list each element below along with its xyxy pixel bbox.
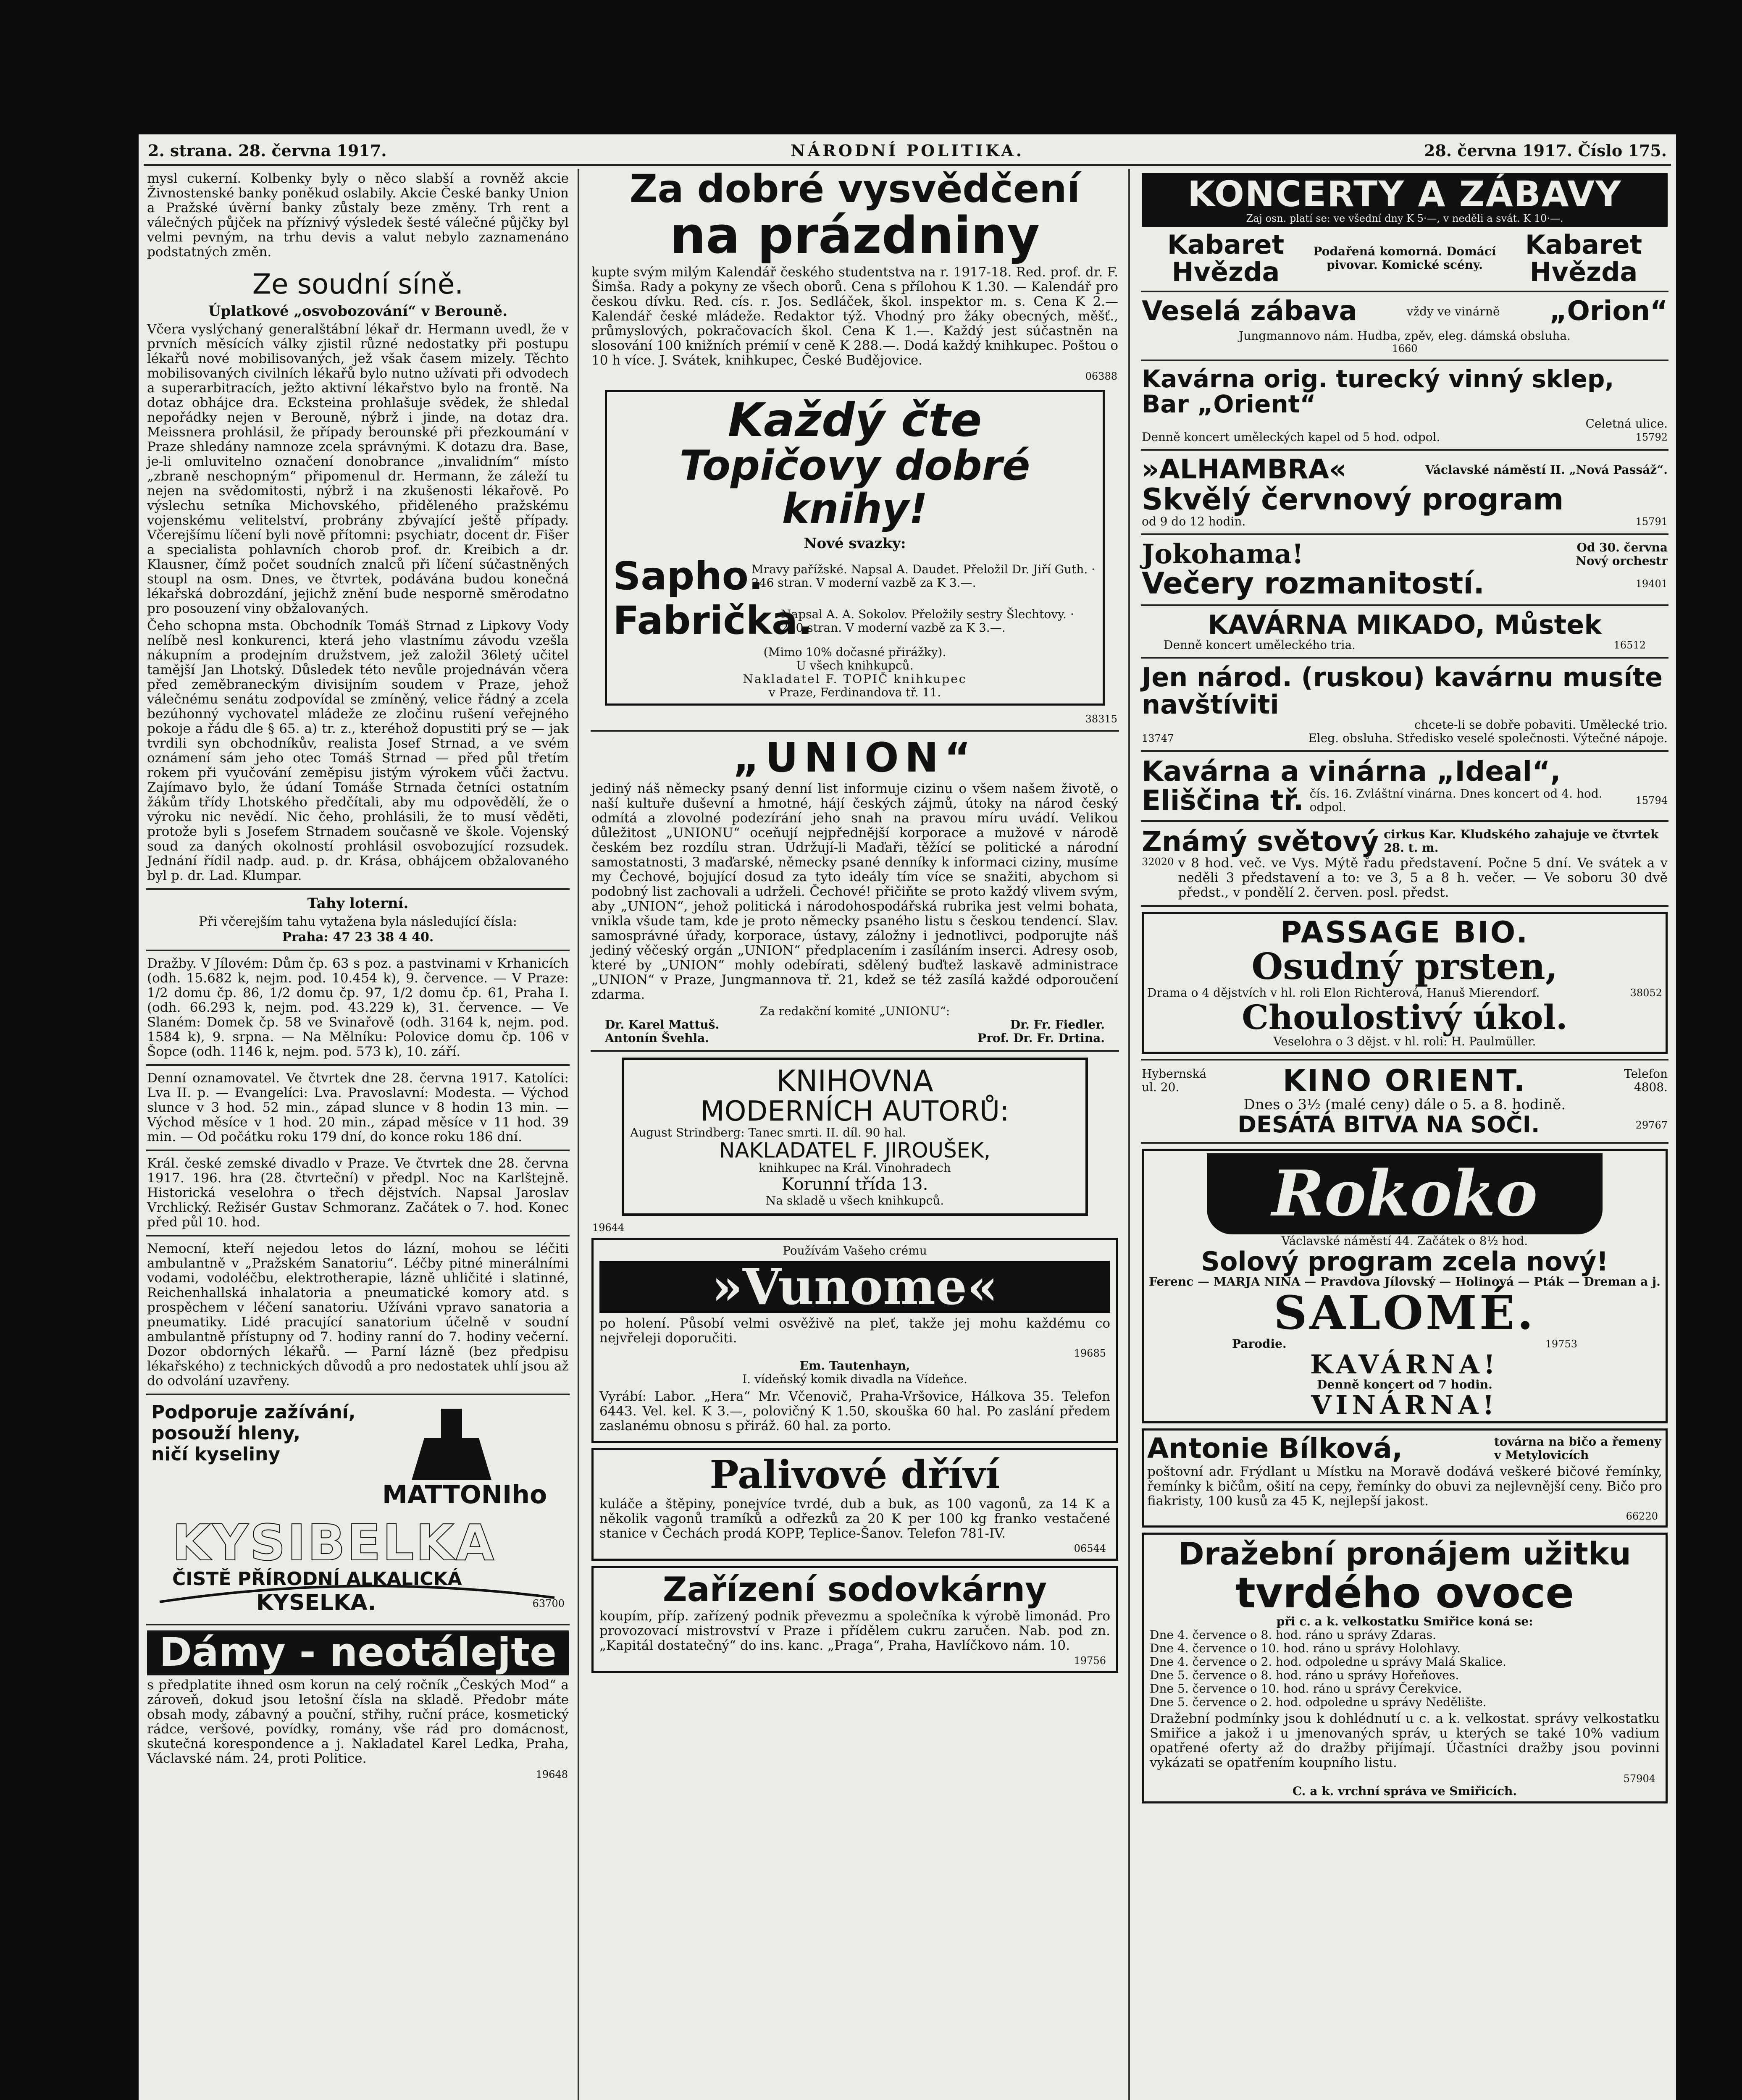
choulostivy-ukol-title: Choulostivý úkol. <box>1242 997 1568 1037</box>
court-article-body: Včera vyslýchaný generalštábní lékař dr. Hermann uvedl, že v prvních měsících války zjistil různé nedostatky při postupu lékařů nové mobilisovaných, jež však časem mizely. Těchto mobilisovaných civilních lékařů bylo nutno užívati při odvodech a superarbitracích, ježto aktivní lékařstvo bylo na frontě. Na dotaz obhájce dra. Ecksteina prohlašuje svědek, že shledal nepořádky nejen v Berouně, nýbrž i jinde, na dotaz dra. Meissnera prohlásil, že případy berounské při přezkoumání v Praze shledány namnoze zcela správnými. K dotazu dra. Base, je-li omluvitelno označení donobrance „invalidním“ místo „zbraně neschopným“ připomenul dr. Hermann, že záleží tu nejen na svědomitosti, nýbrž i na zkušenosti lékařově. Po výslechu setníka Michovského, přiděleného pražskému vojenskému velitelství, probrány zbývající ještě případy. Včerejšímu líčení byli nově přítomni: psychiatr, docent dr. Fišer a specialista pohlavních chorob prof. dr. Kreibich a dr. Klausner, čímž počet soudních znalců při líčení súčastněných stoupl na osm. Dnes, ve čtvrtek, podávána budou konečná lékařská dobrozdání, jejichž znění bude nesporně směrodatno pro posouzení viny obžalovaných. <box>147 322 569 616</box>
sodovkarna-body: koupím, příp. zařízený podnik převezmu a společníka k výrobě limonád. Pro provozovací mistrovství v Praze i přídělem cukru zaručen. Nab. pod zn. „Kapitál dostatečný“ do ins. kanc. „Praga“, Praha, Havlíčkovo nám. 10. <box>599 1608 1110 1653</box>
koncerty-pricing-note: Zaj osn. platí se: ve všední dny K 5·—, v neděli a svát. K 10·—. <box>1246 213 1563 225</box>
rokoko-logo: Rokoko <box>1272 1156 1538 1231</box>
kino-orient-phone: Telefon 4808. <box>1624 1067 1668 1095</box>
column-news <box>144 169 572 2100</box>
jokohama-program: Večery rozmanitostí. <box>1142 566 1485 601</box>
daily-almanac: Denní oznamovatel. Ve čtvrtek dne 28. června 1917. Katolíci: Lva II. p. — Evangelíci: Lva. Pravoslavní: Modesta. — Východ slunce v 3 hod. 52 min., západ slunce v 8 hodin 13 min. — Východ měsíce v 1 hod. 20 min., západ měsíce v 11 hod. 39 min. — Od počátku roku 179 dní, do konce roku 186 dní. <box>147 1071 569 1144</box>
orion-venue-note: vždy ve vinárně <box>1406 304 1500 318</box>
drivi-headline: Palivové dříví <box>709 1452 1000 1498</box>
column-adverts-middle <box>588 169 1122 2100</box>
topic-headline-2: Topičovy dobré knihy! <box>679 442 1030 533</box>
ad-code: 1660 <box>1392 342 1418 354</box>
divider <box>146 1624 570 1625</box>
divider <box>1141 750 1668 752</box>
drazba-signature: C. a k. vrchní správa ve Smiřicích. <box>1292 1784 1517 1798</box>
auctions-notice: Dražby. V Jílovém: Dům čp. 63 s poz. a pastvinami v Krhanicích (odh. 15.682 k, nejm. pod. 10.454 k), 9. července. — V Praze: 1/2 domu čp. 86, 1/2 domu čp. 97, 1/2 domu čp. 61, Praha I. (odh. 66.293 k, nejm. pod. 43.229 k), 31. července. — Ve Slaném: Domek čp. 58 ve Svinařově (odh. 3164 k, nejm. pod. 1584 k), 9. srpna. — Na Mělníku: Polovice domu čp. 106 v Šopce (odh. 1146 k, nejm. pod. 573 k), 10. září. <box>147 956 569 1059</box>
union-body: jediný náš německy psaný denní list informuje cizinu o všem našem životě, o naší kultuře duševní a hmotné, hájí českých zájmů, útoky na národ český odmítá a zlovolné podezírání jeho snah na pravou míru uvádí. Velikou důležitost „UNIONU“ oceňují nejpřednější korporace a mužové v národě českém bez rozdílu stran. Udržují-li Maďaři, těžící se politické a národní samostatnosti, 3 maďarské, německy psané denníky k informaci ciziny, musíme my Čechové, bojující dosud za tyto ideály tím více se snažiti, abychom si podobný list zachovali a udrželi. Čechové! přičiňte se proto každý vlivem svým, aby „UNION“, jehož politická i národohospodářská rubrika jest velmi bohata, vnikla všude tam, kde je proto německy psaného listu s českou tendencí. Slav. samosprávné úřady, korporace, ústavy, záložny i jednotlivci, podporujte náš jediný věčeský orgán „UNION“ předplacením i zasíláním inserci. Adresy osob, které by „UNION“ mohly odebírati, sdělený buďtež laskavě administrace „UNION“ v Praze, Jungmannova tř. 21, kdež se též zasílá každé odporoučení zdarma. <box>591 781 1118 1002</box>
vunome-intro: Používám Vašeho crému <box>783 1244 927 1258</box>
ad-code: 06388 <box>1085 370 1117 382</box>
alhambra-hours: od 9 do 12 hodin. <box>1142 514 1246 529</box>
cirkus-subtitle: cirkus Kar. Kludského zahajuje ve čtvrtek 28. t. m. <box>1384 827 1659 855</box>
kino-orient-feature: DESÁTÁ BITVA NA SOČI. <box>1238 1111 1540 1138</box>
union-signatory: Prof. Dr. Fr. Drtina. <box>977 1031 1105 1045</box>
ideal-street: Eliščina tř. <box>1142 784 1304 817</box>
kabaret-program: Podařená komorná. Domácí pivovar. Komické scény. <box>1313 244 1496 272</box>
kabaret-hvezda-advert <box>1142 231 1668 286</box>
kavarna-orient-title: Kavárna orig. turecký vinný sklep, Bar „Orient“ <box>1142 364 1614 419</box>
drazba-date: Dne 5. července o 2. hod. odpoledne u správy Nedělište. <box>1150 1695 1487 1709</box>
ruska-kavarna-title: Jen národ. (ruskou) kavárnu musíte navštíviti <box>1142 662 1663 720</box>
divider <box>146 1064 570 1066</box>
ideal-title: Kavárna a vinárna „Ideal“, <box>1142 755 1561 788</box>
ad-code: 15792 <box>1635 431 1668 444</box>
drazba-date: Dne 4. července o 10. hod. ráno u správy Holohlavy. <box>1150 1641 1461 1656</box>
bilkova-advert <box>1142 1428 1668 1528</box>
divider <box>1141 820 1668 822</box>
drazba-date: Dne 4. července o 2. hod. odpoledne u správy Malá Skalice. <box>1150 1655 1506 1669</box>
ad-code: 19401 <box>1635 578 1668 590</box>
cirkus-title: Známý světový <box>1142 825 1379 858</box>
topic-address: v Praze, Ferdinandova tř. 11. <box>768 685 941 700</box>
union-title: „UNION“ <box>733 734 977 782</box>
jokohama-note: Od 30. června Nový orchestr <box>1576 540 1668 568</box>
drazba-subtitle: při c. a k. velkostatku Smiřice koná se: <box>1276 1614 1533 1629</box>
mikado-title: KAVÁRNA MIKADO, Můstek <box>1208 609 1602 640</box>
divider <box>591 1050 1119 1052</box>
theatre-notice: Král. české zemské divadlo v Praze. Ve čtvrtek dne 28. června 1917. 196. hra (28. čtvrteční) v předpl. Noc na Karlštejně. Historická veselohra o třech dějstvích. Napsal Jaroslav Vrchlický. Režisér Gustav Schmoranz. Začátek o 7. hod. Konec před půl 10. hod. <box>147 1156 569 1230</box>
ad-code: 19756 <box>1074 1654 1106 1667</box>
koncerty-title: KONCERTY A ZÁBAVY <box>1188 173 1622 215</box>
rokoko-cast: Ferenc — MARJA NINA — Pravdova Jílovský — Holinová — Pták — Dreman a j. <box>1149 1275 1661 1289</box>
mikado-details: Denně koncert uměleckého tria. <box>1164 638 1356 652</box>
union-signatory: Dr. Karel Mattuš. <box>605 1017 720 1032</box>
bilkova-name: Antonie Bílková, <box>1147 1432 1403 1465</box>
divider <box>591 730 1119 732</box>
kino-orient-times: Dnes o 3½ (malé ceny) dále o 5. a 8. hodině. <box>1243 1096 1566 1113</box>
damy-headline: Dámy - neotálejte <box>147 1630 569 1675</box>
lottery-numbers: Praha: 47 23 38 4 40. <box>282 930 434 945</box>
ad-code: 57904 <box>1623 1773 1655 1785</box>
orion-name: „Orion“ <box>1549 296 1668 327</box>
drivi-advert <box>591 1448 1118 1561</box>
bilkova-details: poštovní adr. Frýdlant u Místku na Moravě dodává veškeré bičové řemínky, řemínky k bičům, ošití na cepy, řemínky do obuvi za nejlevnější ceny. Bičo pro fiakristy, 100 kusů za 45 K, nejlepší jakost. <box>1147 1464 1662 1509</box>
mattoni-claim-1: Podporuje zažívání, <box>151 1402 356 1423</box>
alhambra-title: »ALHAMBRA« <box>1142 454 1347 486</box>
topic-surcharge-note: (Mimo 10% dočasné přirážky). <box>763 645 946 659</box>
knihovna-book: August Strindberg: Tanec smrti. II. díl. 90 hal. <box>630 1125 906 1139</box>
mattoni-claim-2: posouží hleny, <box>151 1423 301 1444</box>
rokoko-address: Václavské náměstí 44. Začátek o 8½ hod. <box>1281 1234 1528 1248</box>
ad-code: 19685 <box>1074 1347 1106 1360</box>
vunome-signature: Em. Tautenhayn, <box>799 1359 910 1373</box>
mattoni-brand: MATTONIho <box>382 1480 547 1509</box>
alhambra-program: Skvělý červnový program <box>1142 482 1564 517</box>
divider <box>1141 360 1668 361</box>
knihovna-advert <box>622 1058 1088 1216</box>
vysvedceni-headline-2: na prázdniny <box>670 206 1040 265</box>
divider <box>1141 533 1668 535</box>
topic-advert <box>605 390 1105 706</box>
ad-code: 06544 <box>1074 1542 1106 1554</box>
divider <box>146 1235 570 1236</box>
ad-code: 66220 <box>1626 1510 1658 1522</box>
ad-code: 16512 <box>1613 639 1646 651</box>
rokoko-logo-panel <box>1207 1153 1603 1235</box>
ruska-kavarna-details: Eleg. obsluha. Středisko veselé společnosti. Výtečné nápoje. <box>1308 731 1668 745</box>
mattoni-product: KYSIBELKA <box>172 1514 496 1572</box>
mattoni-advert <box>147 1400 569 1619</box>
topic-sellers: U všech knihkupců. <box>796 659 914 673</box>
salome-subtitle: Parodie. <box>1232 1336 1287 1351</box>
divider <box>1141 1059 1668 1060</box>
divider <box>1141 604 1668 606</box>
passage-bio-title: PASSAGE BIO. <box>1280 915 1529 950</box>
vunome-manufacturer: Vyrábí: Labor. „Hera“ Mr. Včenovič, Praha-Vršovice, Hálkova 35. Telefon 6443. Vel. kel. K 3.—, polovičný K 1.50, skouška 60 hal. Po zaslání předem zaslanému obnosu s přiráž. 60 hal. za porto. <box>599 1389 1110 1434</box>
header-right: 28. června 1917. Číslo 175. <box>1424 141 1667 160</box>
passage-bio-advert <box>1142 912 1668 1054</box>
sapho-title: Sapho. <box>613 553 763 598</box>
orion-title-left: Veselá zábava <box>1142 296 1357 327</box>
divider <box>146 888 570 890</box>
drazba-advert <box>1142 1533 1668 1803</box>
drazba-headline-2: tvrdého ovoce <box>1235 1568 1574 1618</box>
ad-code: 38315 <box>1085 713 1117 725</box>
knihovna-title-2: MODERNÍCH AUTORŮ: <box>700 1095 1009 1128</box>
kavarna-orient-details: Denně koncert uměleckých kapel od 5 hod. odpol. <box>1142 430 1440 444</box>
kino-orient-title: KINO ORIENT. <box>1282 1063 1527 1098</box>
ad-code: 19644 <box>592 1222 625 1234</box>
rokoko-vinarna-title: VINÁRNA! <box>1311 1390 1498 1421</box>
bilkova-factory: továrna na bičo a řemeny v Metylovicích <box>1494 1434 1661 1462</box>
divider <box>146 1394 570 1395</box>
drazba-date: Dne 4. července o 8. hod. ráno u správy Zdaras. <box>1150 1628 1436 1642</box>
drazba-conditions: Dražební podmínky jsou k dohlédnutí u c. a k. velkostat. správy velkostatku Smiřice a jakož i u jmenovaných správ, u kterých se také 10% vadium opatřené oferty až do dražby přijímají. Účastníci dražby jsou povinni vykázati se opatřením koupního listu. <box>1150 1711 1660 1771</box>
vunome-signature-role: I. vídeňský komik divadla na Vídeňce. <box>742 1372 967 1386</box>
sodovkarna-headline: Zařízení sodovkárny <box>662 1570 1047 1609</box>
drazba-headline: Dražební pronájem užitku <box>1178 1536 1631 1572</box>
ad-code: 19753 <box>1545 1338 1577 1350</box>
jokohama-title: Jokohama! <box>1142 538 1304 570</box>
vunome-testimonial: po holení. Působí velmi osvěživě na pleť, takže jej mohu každému co nejvřeleji doporučiti. <box>599 1316 1110 1346</box>
rokoko-advert <box>1142 1149 1668 1423</box>
orion-advert <box>1142 297 1668 326</box>
running-header <box>144 137 1671 166</box>
ad-code: 13747 <box>1142 732 1174 744</box>
alhambra-address: Václavské náměstí II. „Nová Passáž“. <box>1425 462 1668 477</box>
ad-code: 15791 <box>1635 516 1668 528</box>
knihovna-stock-note: Na skladě u všech knihkupců. <box>765 1194 944 1208</box>
salome-title: SALOMÉ. <box>1274 1286 1536 1340</box>
rokoko-kavarna-title: KAVÁRNA! <box>1310 1349 1499 1380</box>
divider <box>1141 905 1668 907</box>
union-committee: Za redakční komité „UNIONU“: <box>759 1004 950 1018</box>
topic-new-volumes: Nové svazky: <box>804 535 906 552</box>
drazba-date: Dne 5. července o 8. hod. ráno u správy Hořeňoves. <box>1150 1668 1459 1683</box>
ruska-kavarna-note: chcete-li se dobře pobaviti. Umělecké trio. <box>1414 718 1668 732</box>
finance-paragraph: mysl cukerní. Kolbenky byly o něco slabší a rovněž akcie Živnostenské banky poněkud oslabily. Akcie České banky Union a Pražské úvěrní banky zůstaly beze změny. Trh rent a válečných půjček na příznivý výsledek šesté válečné půjčky byl velmi pevným, na trhu devis a valut nebylo zaznamenáno podstatných změn. <box>147 171 569 260</box>
ad-code: 15794 <box>1635 794 1668 806</box>
sanatorium-notice: Nemocní, kteří nejedou letos do lázní, mohou se léčiti ambulantně v „Pražském Sanatoriu“. Léčby pitné minerálními vodami, vodoléčbu, elektrotherapie, lázně uhličité i slatinné, Reichenhallská inhalatoria a pneumatické komory atd. s prospěchem v léčení sanatoriu. Užíváni vpravo sanatoria a pneumatiky. Lidé pracující sanatorium účelně v soudní ambulantně přístupny od 7. hodiny ranní do 7. hodiny večerní. Dozor obdorných lékařů. — Parní lázně (bez předpisu lékařského) z technických důvodů a pro nedostatek uhlí jsou až do odvolání uzavřeny. <box>147 1241 569 1389</box>
ad-code: 32020 <box>1142 856 1174 868</box>
knihovna-address: Korunní třída 13. <box>781 1175 928 1194</box>
mattoni-tagline: KYSELKA. <box>256 1590 376 1615</box>
osudny-prsten-title: Osudný prsten, <box>1251 945 1558 988</box>
vysvedceni-body: kupte svým milým Kalendář českého studentstva na r. 1917-18. Red. prof. dr. F. Šimša. Rady a pokyny ze všech oborů. Cena s přílohou K 1.30. — Kalendář pro českou dívku. Red. cís. r. Jos. Sedláček, škol. inspektor m. s. Cena K 2.— Kalendář české mládeže. Redaktor týž. Vhodný pro žáky obecných, měšť., průmyslových, pokračovacích škol. Cena K 1.—. Každý jest súčastněn na slosování 100 knižních prémií v ceně K 288.—. Dodá každý knihkupec. Poštou o 10 h více. J. Svátek, knihkupec, České Budějovice. <box>591 264 1118 368</box>
orion-details: Jungmannovo nám. Hudba, zpěv, eleg. dámská obsluha. <box>1238 328 1571 343</box>
column-rule <box>1128 169 1130 2100</box>
topic-publisher: Nakladatel F. TOPIČ knihkupec <box>743 672 967 686</box>
union-signatory: Antonín Švehla. <box>605 1031 709 1045</box>
topic-headline-1: Každý čte <box>728 393 982 447</box>
divider <box>1141 291 1668 292</box>
drazba-date: Dne 5. července o 10. hod. ráno u správy Čerekvice. <box>1150 1682 1462 1696</box>
ideal-details: čís. 16. Zvláštní vinárna. Dnes koncert od 4. hod. odpol. <box>1309 786 1603 814</box>
divider <box>1141 657 1668 659</box>
kabaret-title-right: Kabaret Hvězda <box>1525 229 1642 288</box>
drivi-body: kuláče a štěpiny, ponejvíce tvrdé, dub a buk, as 100 vagonů, za 14 K a několik vagonů tramíků a odřezků za 20 K per 100 kg franko vestačené stanice v Čechách prodá KOPP, Teplice-Šanov. Telefon 781-IV. <box>599 1496 1110 1541</box>
osudny-prsten-details: Drama o 4 dějstvích v hl. roli Elon Richterová, Hanuš Mierendorf. <box>1147 985 1540 1000</box>
ad-code: 29767 <box>1635 1119 1668 1131</box>
fabricka-title: Fabrička. <box>613 598 813 643</box>
knihovna-publisher: NAKLADATEL F. JIROUŠEK, <box>719 1138 991 1163</box>
knihovna-title-1: KNIHOVNA <box>776 1063 933 1098</box>
sapho-description: Mravy pařížské. Napsal A. Daudet. Přeložil Dr. Jiří Guth. · 246 stran. V moderní vazbě za K 3.—. <box>751 562 1096 590</box>
ad-code: 63700 <box>532 1598 565 1609</box>
column-entertainment <box>1138 169 1671 2100</box>
koncerty-banner <box>1142 173 1668 227</box>
divider <box>1141 449 1668 451</box>
newspaper-page <box>139 134 1676 2100</box>
sodovkarna-advert <box>591 1566 1118 1673</box>
knihovna-publisher-detail: knihkupec na Král. Vinohradech <box>759 1161 951 1175</box>
divider <box>1141 1142 1668 1144</box>
kabaret-title-left: Kabaret Hvězda <box>1167 229 1285 288</box>
mattoni-descriptor: ČISTĚ PŘÍRODNÍ ALKALICKÁ <box>172 1568 462 1590</box>
strnad-article-body: Čeho schopna msta. Obchodník Tomáš Strnad z Lipkovy Vody nelíbě nesl konkurenci, která jeho vlastnímu závodu vzešla nákupním a prodejním družstvem, jež založil 36letý učitel tamější Jan Lhotský. Důsledek této nevůle projednáván včera před zeměbraneckým divisijním soudem v Praze, jehož válečnému senátu zodpovídal se zmíněný, velice řádný a zcela bezúhonný vychovatel mládeže ze zločinu rušení veřejného pokoje a řádu dle § 65. a) tr. z., kteréhož dopustiti prý se — jak tvrdili syn obchodníkův, realista Josef Strnad, a ve svém oznámení sám jeho otec Tomáš Strnad — před půl třetím rokem při vyučování zeměpisu jistým výrokem vůči žactvu. Zajímavo bylo, že údaní Tomáše Strnada četníci ostatním žákům třídy Lhotského předčítali, aby mu odpovědělí, že o výroku nic nevědí. Nic čeho, prohlásili, že to musí věděti, protože byli s Josefem Strnadem současně ve škole. Vojenský soud za daných okolností prohlásil osvobozující rozsudek. Jednání řídil nadp. aud. p. dr. Krása, obhájcem obžalovaného byl p. dr. Lad. Klumpar. <box>147 618 569 883</box>
rokoko-kavarna-details: Denně koncert od 7 hodin. <box>1317 1378 1492 1392</box>
vunome-advert <box>591 1238 1118 1443</box>
lottery-intro: Při včerejším tahu vytažena byla následující čísla: <box>199 914 517 929</box>
kavarna-orient-address: Celetná ulice. <box>1585 417 1668 431</box>
union-signatory: Dr. Fr. Fiedler. <box>1010 1017 1105 1032</box>
column-rule <box>578 169 579 2100</box>
header-masthead: NÁRODNÍ POLITIKA. <box>790 141 1024 160</box>
lottery-title: Tahy loterní. <box>307 895 409 912</box>
divider <box>146 1150 570 1151</box>
divider <box>146 950 570 951</box>
mattoni-claim-3: ničí kyseliny <box>151 1444 281 1465</box>
fabricka-description: Napsal A. A. Sokolov. Přeložily sestry Šlechtovy. · 220 stran. V moderní vazbě za K 3.—. <box>781 607 1074 635</box>
court-section-title: Ze soudní síně. <box>252 268 464 300</box>
court-article-headline: Úplatkové „osvobozování“ v Berouně. <box>208 303 508 320</box>
vysvedceni-headline-1: Za dobré vysvědčení <box>629 169 1080 211</box>
cirkus-details: v 8 hod. več. ve Vys. Mýtě řadu představení. Počne 5 dní. Ve svátek a v neděli 3 představení a to: ve 3, 5 a 8 h. večer. — Ve soboru 30 dvě předst., v pondělí 2. červen. posl. předst. <box>1178 855 1668 900</box>
vunome-brand: »Vunome« <box>599 1261 1110 1313</box>
header-left: 2. strana. 28. června 1917. <box>148 141 387 160</box>
ad-code: 19648 <box>536 1768 568 1780</box>
ad-code: 38052 <box>1630 987 1662 999</box>
damy-body: s předplatite ihned osm korun na celý ročník „Českých Mod“ a zároveň, dokud jsou letošní čísla na skladě. Předobr máte obsah mody, zábavný a pouční, střihy, ruční práce, kosmetický rádce, veršové, povídky, romány, vše rád pro domácnost, skutečná korespondence a j. Nakladatel Karel Ledka, Praha, Václavské nám. 24, proti Politice. <box>147 1677 569 1766</box>
kino-orient-address: Hybernská ul. 20. <box>1142 1067 1207 1095</box>
choulostivy-ukol-details: Veselohra o 3 dějst. v hl. roli: H. Paulmüller. <box>1273 1034 1536 1048</box>
rokoko-program: Solový program zcela nový! <box>1201 1246 1608 1277</box>
